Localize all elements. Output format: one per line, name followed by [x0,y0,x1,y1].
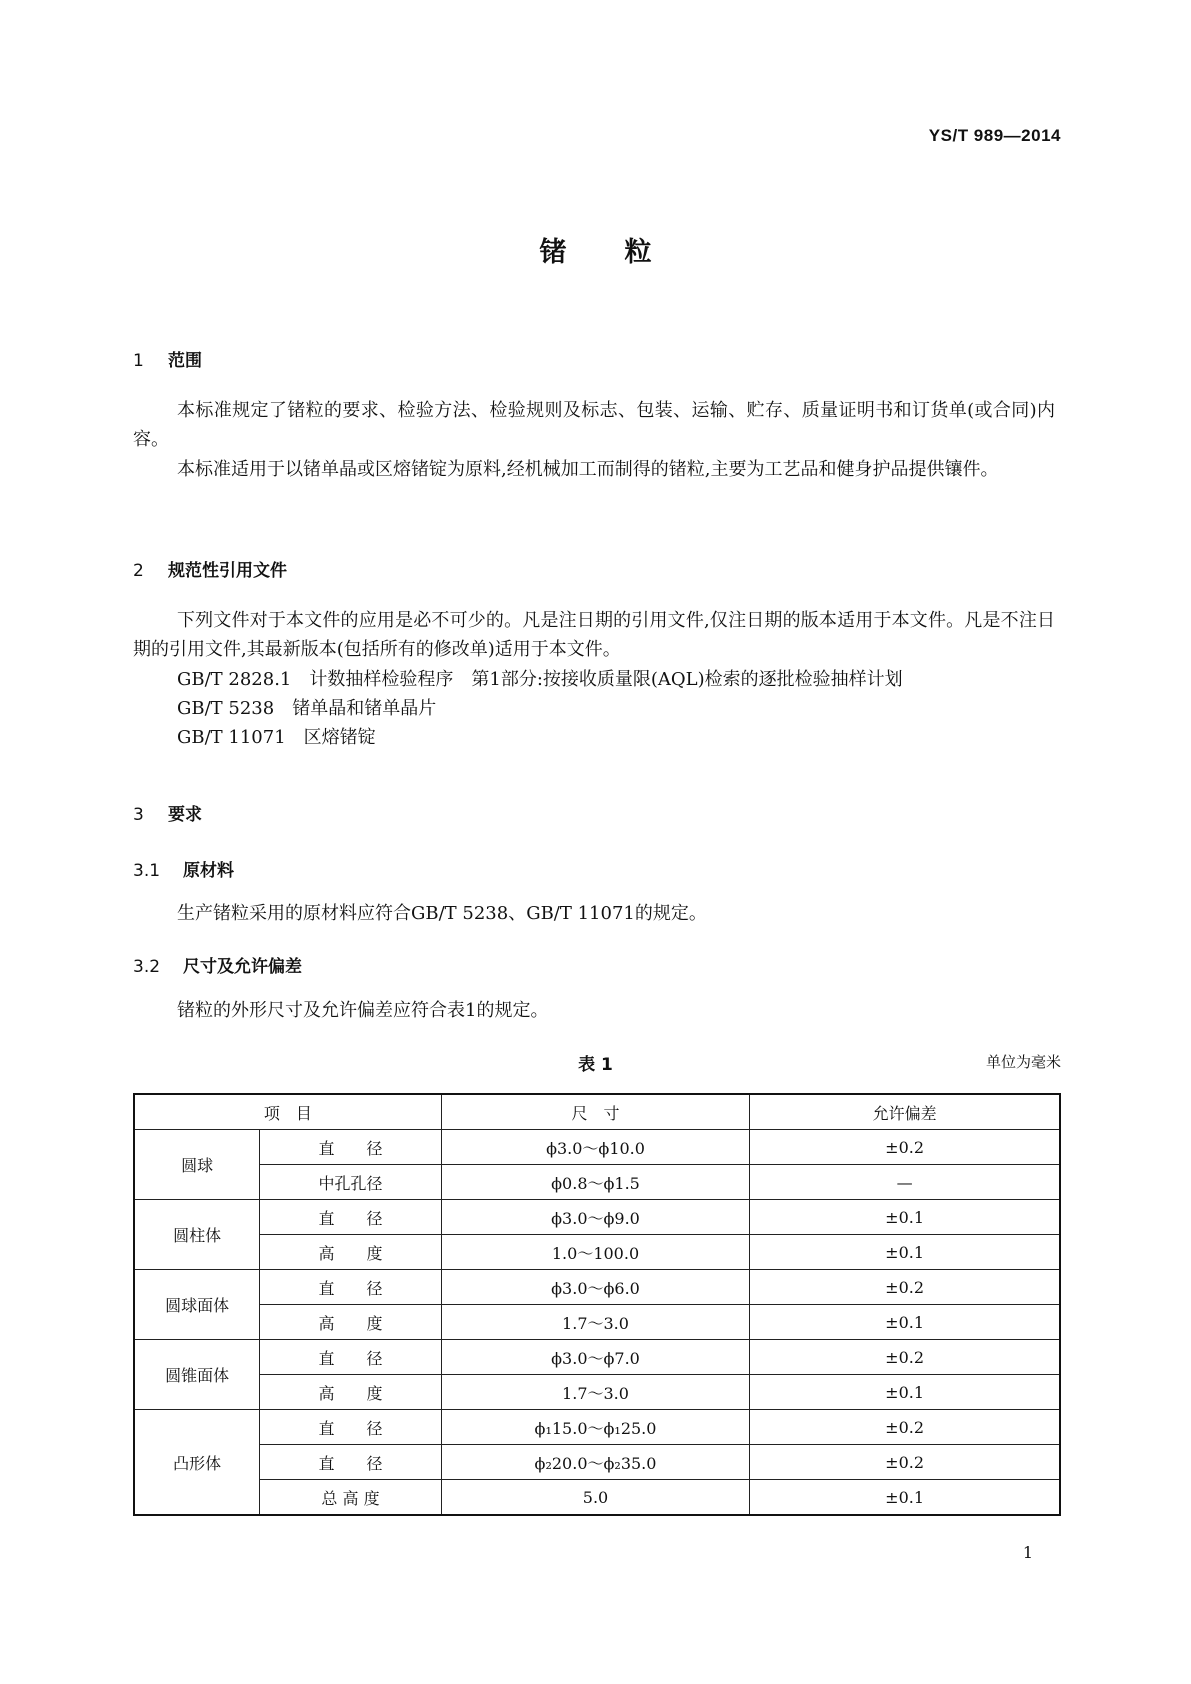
tolerance-cell: ±0.2 [750,1130,1060,1165]
tolerance-cell: ±0.1 [750,1305,1060,1340]
table-row [134,1480,1060,1516]
section-1-heading: 1 范围 [133,351,202,371]
param-cell: 总 高 度 [260,1480,442,1516]
tolerance-cell: ±0.1 [750,1235,1060,1270]
header-item: 项 目 [134,1094,441,1130]
section-1-paragraph-1: 本标准规定了锗粒的要求、检验方法、检验规则及标志、包装、运输、贮存、质量证明书和订货单(或合同)内容。 [133,400,1055,450]
section-3-2-text: 锗粒的外形尺寸及允许偏差应符合表1的规定。 [177,1000,549,1021]
param-cell: 直 径 [260,1200,442,1235]
header-size: 尺 寸 [441,1094,749,1130]
size-cell: ϕ3.0～ϕ9.0 [441,1200,749,1235]
size-cell: 1.0～100.0 [441,1235,749,1270]
table-row [134,1340,1060,1375]
reference-item: GB/T 2828.1 计数抽样检验程序 第1部分:按接收质量限(AQL)检索的逐批检验抽样计划 [177,669,903,690]
table-header-row [134,1094,1060,1130]
tolerance-cell: ±0.1 [750,1200,1060,1235]
size-cell: 5.0 [441,1480,749,1516]
group-name: 圆锥面体 [134,1340,260,1410]
tolerance-cell: ±0.2 [750,1445,1060,1480]
section-2-heading: 2 规范性引用文件 [133,561,287,581]
group-name: 圆球面体 [134,1270,260,1340]
param-cell: 高 度 [260,1235,442,1270]
size-cell: 1.7～3.0 [441,1375,749,1410]
size-cell: ϕ3.0～ϕ6.0 [441,1270,749,1305]
title-char-1: 锗 [539,237,567,268]
group-name: 圆柱体 [134,1200,260,1270]
title-char-2: 粒 [624,237,652,268]
page-number: 1 [1022,1543,1033,1562]
tolerance-cell: ±0.2 [750,1410,1060,1445]
tolerance-cell: ±0.1 [750,1480,1060,1516]
document-title [0,230,1191,269]
section-3-1-heading: 3.1 原材料 [133,861,234,881]
table-row [134,1305,1060,1340]
param-cell: 中孔孔径 [260,1165,442,1200]
param-cell: 直 径 [260,1130,442,1165]
table-caption: 表 1 [578,1055,613,1075]
table-row [134,1445,1060,1480]
section-2-intro: 下列文件对于本文件的应用是必不可少的。凡是注日期的引用文件,仅注日期的版本适用于本文件。凡是不注日期的引用文件,其最新版本(包括所有的修改单)适用于本文件。 [133,610,1055,660]
size-cell: ϕ₁15.0～ϕ₁25.0 [441,1410,749,1445]
size-cell: ϕ3.0～ϕ7.0 [441,1340,749,1375]
tolerance-cell: ±0.1 [750,1375,1060,1410]
standard-code: YS/T 989—2014 [928,126,1061,145]
table-row [134,1375,1060,1410]
param-cell: 直 径 [260,1410,442,1445]
table-row [134,1165,1060,1200]
size-cell: 1.7～3.0 [441,1305,749,1340]
param-cell: 高 度 [260,1375,442,1410]
size-cell: ϕ0.8～ϕ1.5 [441,1165,749,1200]
tolerance-cell: ±0.2 [750,1270,1060,1305]
table-unit: 单位为毫米 [985,1053,1061,1071]
size-cell: ϕ3.0～ϕ10.0 [441,1130,749,1165]
section-3-heading: 3 要求 [133,805,202,825]
group-name: 圆球 [134,1130,260,1200]
header-tolerance: 允许偏差 [750,1094,1060,1130]
table-row [134,1235,1060,1270]
table-row [134,1200,1060,1235]
section-1-paragraph-2: 本标准适用于以锗单晶或区熔锗锭为原料,经机械加工而制得的锗粒,主要为工艺品和健身护品提供镶件。 [177,459,999,480]
tolerance-cell: — [750,1165,1060,1200]
table-row [134,1410,1060,1445]
tolerance-cell: ±0.2 [750,1340,1060,1375]
dimension-table [133,1093,1061,1516]
param-cell: 直 径 [260,1270,442,1305]
param-cell: 直 径 [260,1340,442,1375]
param-cell: 高 度 [260,1305,442,1340]
param-cell: 直 径 [260,1445,442,1480]
group-name: 凸形体 [134,1410,260,1516]
reference-item: GB/T 5238 锗单晶和锗单晶片 [177,698,437,719]
section-3-2-heading: 3.2 尺寸及允许偏差 [133,957,302,977]
size-cell: ϕ₂20.0～ϕ₂35.0 [441,1445,749,1480]
reference-item: GB/T 11071 区熔锗锭 [177,727,376,748]
table-row [134,1130,1060,1165]
table-row [134,1270,1060,1305]
section-3-1-text: 生产锗粒采用的原材料应符合GB/T 5238、GB/T 11071的规定。 [177,903,707,924]
